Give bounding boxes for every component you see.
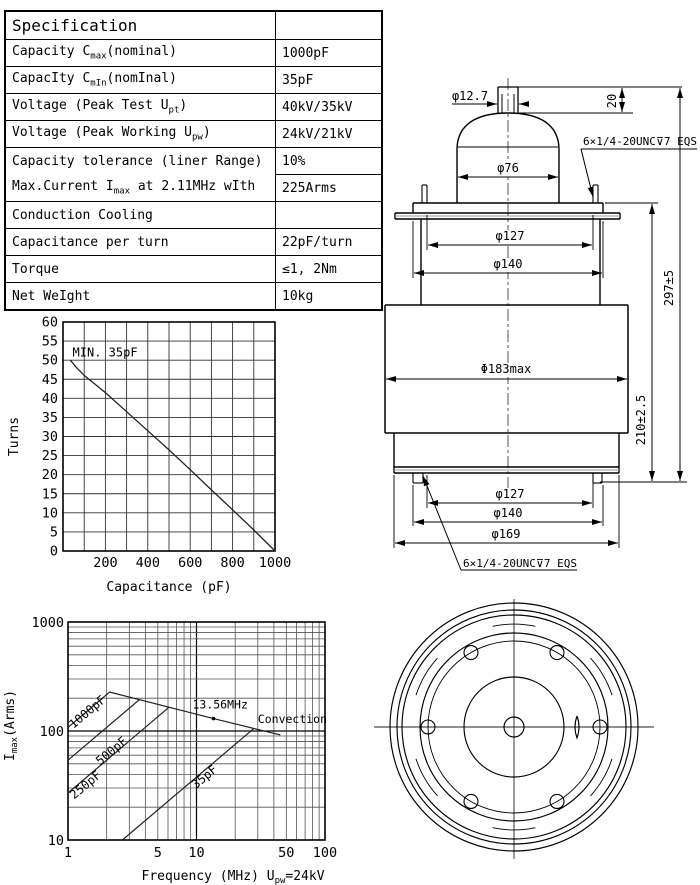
table-row [6, 40, 381, 67]
y-tick-label: 100 [39, 724, 64, 740]
spec-row-label: Capacitance per turn [6, 229, 276, 256]
table-row [6, 94, 381, 121]
spec-table-title: Specification [6, 12, 276, 40]
y-tick-label: 20 [41, 467, 58, 484]
frequency-annotation: 13.56MHz [192, 697, 248, 712]
y-tick-label: 50 [41, 352, 58, 369]
table-row [6, 229, 381, 256]
x-tick-label: 100 [312, 845, 338, 861]
y-tick-label: 10 [41, 505, 58, 522]
specification-table [4, 10, 383, 311]
y-tick-label: 5 [49, 524, 58, 541]
y-tick-label: 25 [41, 448, 58, 465]
x-tick-label: 800 [220, 555, 245, 571]
series-35pF [122, 729, 253, 840]
x-tick-label: 1 [63, 845, 73, 861]
table-row [6, 121, 381, 148]
spec-row-value [276, 202, 381, 229]
dim-dome-diameter: φ76 [497, 161, 519, 175]
table-row [6, 202, 381, 229]
series-label-500pF: 500pF [93, 733, 130, 768]
dim-base-diameter: φ169 [491, 527, 521, 541]
dim-shaft-height: 20 [605, 93, 619, 109]
x-tick-label: 5 [153, 845, 162, 861]
table-row [6, 148, 381, 175]
y-tick-label: 55 [41, 333, 58, 350]
series-label-1000pF: 1000pF [66, 692, 109, 732]
spec-row-value: 35pF [276, 67, 381, 94]
dim-shaft-diameter: φ12.7 [451, 89, 489, 103]
y-tick-label: 0 [49, 543, 58, 560]
x-tick-label: 10 [188, 845, 205, 861]
x-tick-label: 1000 [258, 555, 292, 571]
spec-row-value: 22pF/turn [276, 229, 381, 256]
thread-note-bottom: 6×1/4-20UNC⊽7 EQS [463, 557, 578, 570]
dim-top-flange-diameter: φ140 [493, 257, 523, 271]
table-row [6, 283, 381, 309]
convection-label: Convection [257, 712, 328, 727]
spec-row-value: 40kV/35kV [276, 94, 381, 121]
dim-overall-height: 297±5 [662, 269, 676, 307]
imax-vs-frequency-chart [0, 605, 352, 885]
table-row [6, 256, 381, 283]
y-axis-title: Turns [7, 416, 22, 457]
spec-row-value: 24kV/21kV [276, 121, 381, 148]
dim-bottom-flange-diameter: φ140 [493, 506, 523, 520]
min-capacity-annotation: MIN. 35pF [72, 345, 138, 360]
y-tick-label: 60 [41, 314, 58, 331]
x-tick-label: 400 [135, 555, 160, 571]
thread-note-top: 6×1/4-20UNC⊽7 EQS [583, 135, 698, 148]
table-row [6, 67, 381, 94]
y-tick-label: 1000 [31, 615, 64, 631]
spec-row-value: ≤1, 2Nm [276, 256, 381, 283]
spec-row-label: Net WeIght [6, 283, 276, 309]
dim-top-bolt-circle: φ127 [495, 229, 525, 243]
dim-body-diameter: Φ183max [480, 362, 532, 376]
spec-table-title-empty-cell [276, 12, 381, 40]
series-label-250pF: 250pF [67, 767, 104, 802]
dim-body-height: 210±2.5 [634, 394, 648, 446]
y-tick-label: 30 [41, 429, 58, 445]
series-label-35pF: 35pF [188, 762, 221, 792]
spec-row-label: Max.Current $I_{max}$ at 2.11MHz wIth [6, 175, 276, 202]
spec-row-label: Conduction Cooling [6, 202, 276, 229]
spec-row-label: Voltage (Peak Test $U_{pt}$) [6, 94, 276, 121]
spec-row-label: Capacity tolerance (liner Range) [6, 148, 276, 175]
spec-row-value: 10kg [282, 288, 314, 304]
y-tick-label: 45 [41, 371, 58, 388]
x-tick-label: 50 [278, 845, 295, 861]
x-tick-label: 600 [178, 555, 203, 571]
spec-row-value: 10% [276, 148, 381, 175]
spec-row-label: Torque [6, 256, 276, 283]
spec-row-value: 1000pF [276, 40, 381, 67]
x-tick-label: 200 [93, 555, 118, 571]
y-axis-title: $I_{max}(Arms)$ [3, 689, 20, 761]
capacitor-bottom-view-drawing [372, 592, 672, 885]
x-axis-title: Capacitance (pF) [106, 580, 232, 595]
capacitor-side-view-drawing [375, 60, 700, 585]
side-view-dimensions [386, 88, 697, 570]
spec-row-value: 225Arms [276, 175, 381, 202]
x-axis-title: Frequency (MHz) $U_{pw}=24kV$ [141, 869, 325, 885]
spec-row-label: Voltage (Peak Working $U_{pw}$) [6, 121, 276, 148]
y-tick-label: 40 [41, 390, 58, 407]
y-tick-label: 35 [41, 409, 58, 426]
imax-chart-grid [68, 622, 328, 840]
table-row [6, 175, 381, 202]
bottom-view-geometry [374, 599, 654, 859]
frequency-marker-dot [212, 717, 216, 721]
y-tick-label: 10 [47, 833, 64, 849]
turns-vs-capacitance-chart [0, 313, 300, 605]
spec-row-label: CapacIty $C_{mIn}(nomInal)$ [6, 67, 276, 94]
y-tick-label: 15 [41, 486, 58, 503]
spec-row-label: Capacity $C_{max}(nominal)$ [6, 40, 276, 67]
dim-bottom-bolt-circle: φ127 [495, 487, 525, 501]
